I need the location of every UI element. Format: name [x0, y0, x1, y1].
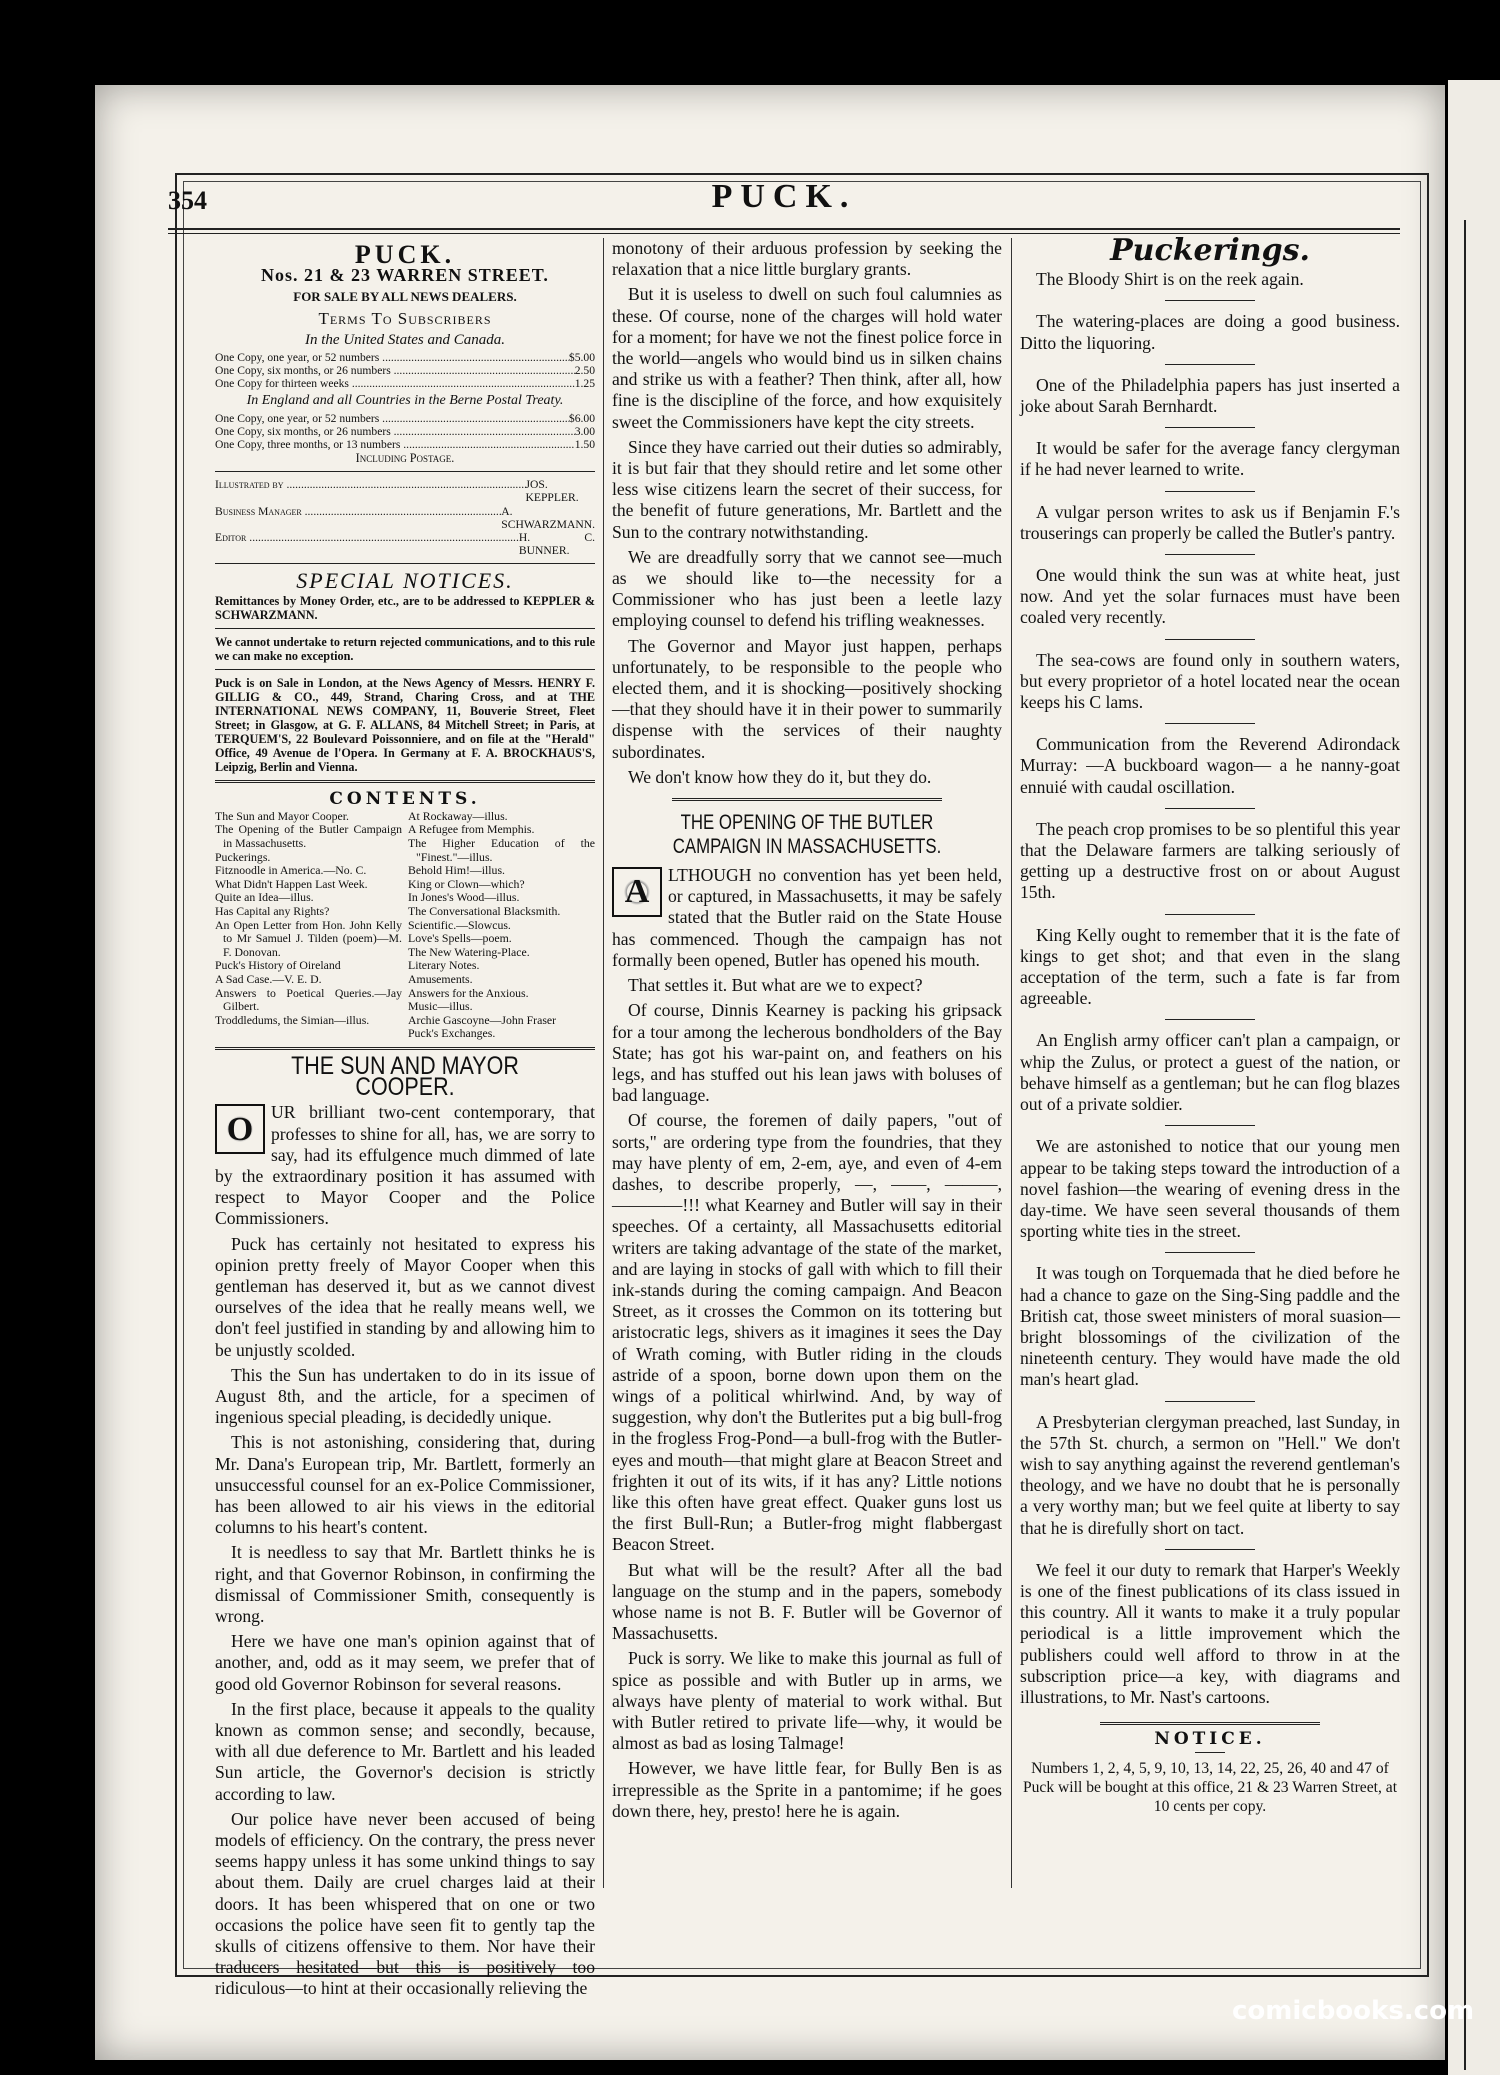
contents-item: The Higher Education of the "Finest."—illus. [408, 836, 595, 864]
rate-row [215, 364, 595, 377]
special-notices-heading: SPECIAL NOTICES. [296, 568, 514, 594]
rate-label: One Copy, three months, or 13 numbers ..... [215, 438, 575, 451]
paragraph: But what will be the result? After all the bad language on the stump and in the papers, somebody whose name is not B. F. Butler will be Governor of Massachusetts. [612, 1559, 1002, 1644]
rate-label: One Copy, one year, or 52 numbers ..... [215, 351, 569, 364]
column-rule [603, 238, 604, 1888]
paragraph: But it is useless to dwell on such foul calumnies as these. Of course, none of the charges will hold water for a moment; for have we not the finest police force in the world—angels who would bind us in silken chains and strike us with a feather? Then think, after all, how fine is the discipline of the force, and how exquisitely sweet the Commissioners have kept the city streets. [612, 284, 1002, 432]
puckerings-heading: Puckerings. [1110, 233, 1310, 268]
paragraph: Since they have carried out their duties so admirably, it is but fair that they should retire and let some other less wise citizens learn the secret of their success, for the benefit of future generations, Mr. Bartlett and the Sun to the contrary notwithstanding. [612, 436, 1002, 542]
rate-price: 1.25 [574, 377, 595, 391]
watermark: comicbooks.com [1232, 1996, 1475, 2026]
rate-price: 1.50 [574, 438, 595, 452]
column-3 [1020, 233, 1400, 1820]
berne-heading: In England and all Countries in the Berne Postal Treaty. [246, 393, 564, 409]
contents-item: Troddledums, the Simian—illus. [215, 1012, 370, 1027]
page-header [168, 178, 1400, 224]
contents-item: The New Watering-Place. [408, 944, 530, 959]
puckering-item: Communication from the Reverend Adirondack Murray: —A buckboard wagon— a he nanny-goat ennuié with caudal oscillation. [1020, 734, 1400, 797]
contents-item: Puck's Exchanges. [408, 1026, 496, 1041]
paragraph: UR brilliant two-cent contemporary, that professes to shine for all, has, we are sorry to say, had its effulgence much dimmed of late by the extraordinary position it has assumed with respect to Mayor Cooper and the Police Commissioners. [215, 1102, 595, 1229]
rate-label: One Copy, one year, or 52 numbers ..... [215, 412, 569, 425]
staff-role: Business Manager ..... [215, 505, 501, 531]
staff-name: JOS. KEPPLER. [525, 478, 579, 505]
puckering-item: It would be safer for the average fancy clergyman if he had never learned to write. [1020, 438, 1400, 480]
adjacent-page-edge [1448, 80, 1500, 2075]
staff-name: H. C. BUNNER. [518, 531, 595, 558]
contents-item: Behold Him!—illus. [408, 863, 505, 878]
rate-row [215, 425, 595, 438]
puckering-item: The peach crop promises to be so plentiful this year that the Delaware farmers are talking seriously of getting up a destructive frost on or about August 15th. [1020, 818, 1400, 903]
postage-note: Including Postage. [355, 451, 455, 466]
puckering-item: One would think the sun was at white heat, just now. And yet the solar furnaces must have been coaled very recently. [1020, 565, 1400, 628]
puckering-item: A Presbyterian clergyman preached, last Sunday, in the 57th St. church, a sermon on "Hell." We don't wish to say anything against the reverend gentleman's theology, and we have no doubt that he is personally a very worthy man; but we feel quite at liberty to say that he is direfully short on tact. [1020, 1411, 1400, 1538]
article-title-sun: THE SUN AND MAYOR COOPER. [291, 1051, 519, 1102]
notice-remittances: Remittances by Money Order, etc., are to be addressed to KEPPLER & SCHWARZMANN. [215, 593, 595, 622]
rate-price: $6.00 [568, 411, 595, 425]
divider [1165, 1019, 1255, 1020]
contents-item: Puckerings. [215, 849, 271, 864]
article-sun-body [215, 1102, 595, 1999]
contents-heading: CONTENTS. [329, 788, 481, 809]
rate-label: One Copy for thirteen weeks ..... [215, 377, 575, 390]
rate-price: 2.50 [574, 364, 595, 378]
rate-row [215, 351, 595, 364]
puckering-item: It was tough on Torquemada that he died before he had a chance to gaze on the Sing-Sing paddle and the British cat, those sweet ministers of moral suasion—bright blossomings of the civilization of the nineteenth century. They would have made the old man's heart glad. [1020, 1263, 1400, 1390]
contents-item: Quite an Idea—illus. [215, 890, 314, 905]
drop-cap: A [612, 867, 662, 917]
rate-label: One Copy, six months, or 26 numbers ..... [215, 364, 575, 377]
staff-row [215, 505, 595, 531]
divider [1165, 1252, 1255, 1253]
contents-item: Amusements. [408, 971, 473, 986]
article-sun-continued [612, 238, 1002, 788]
divider [1165, 1125, 1255, 1126]
paragraph: This is not astonishing, considering that, during Mr. Dana's European trip, Mr. Bartlett, formerly an unsuccessful counsel for an ex-Police Commissioner, has been allowed to air his views in the editorial columns to his heart's content. [215, 1432, 595, 1538]
rate-row [215, 412, 595, 425]
divider [1165, 808, 1255, 809]
notice-sale-abroad: Puck is on Sale in London, at the News Agency of Messrs. HENRY F. GILLIG & CO., 449, Strand, Charing Cross, and at THE INTERNATIONAL NEWS COMPANY, 11, Bouverie Street, Fleet Street; in Glasgow, at G. F. ALLANS, 84 Mitchell Street; in Paris, at TERQUEM'S, 22 Boulevard Poissonniere, and on file at the "Herald" Office, 49 Avenue de l'Opera. In Germany at F. A. BROCKHAUS'S, Leipzig, Berlin and Vienna. [215, 675, 595, 774]
rate-price: $5.00 [568, 350, 595, 364]
notice-heading: NOTICE. [1154, 1729, 1266, 1750]
staff-role: Illustrated by ..... [215, 478, 526, 504]
staff-row [215, 478, 595, 504]
divider [1165, 639, 1255, 640]
paragraph: LTHOUGH no convention has yet been held, or captured, in Massachusetts, it may be safely stated that the Butler raid on the State House has commenced. Though the campaign has not formally been opened, Butler has opened his mouth. [612, 865, 1002, 970]
paragraph: monotony of their arduous profession by seeking the relaxation that a nice little burglary grants. [612, 238, 1002, 280]
paragraph: That settles it. But what are we to expect? [628, 975, 923, 996]
scan-border [0, 0, 95, 2075]
rates-berne [215, 412, 595, 452]
contents-item: Music—illus. [408, 999, 473, 1014]
paragraph: The Governor and Mayor just happen, perhaps unfortunately, to be responsible to the people who elected them, and it is shocking—positively shocking—that they should have it in their power to summarily dispense with the services of their naughty subordinates. [612, 635, 1002, 762]
puckerings-list [1020, 269, 1400, 1708]
paragraph: This the Sun has undertaken to do in its issue of August 8th, and the article, for a specimen of ingenious special pleading, is decidedly unique. [215, 1364, 595, 1428]
contents-item: Fitznoodle in America.—No. C. [215, 863, 367, 878]
paragraph: Puck is sorry. We like to make this journal as full of spice as possible and with Butler up in arms, we always have plenty of material to work withal. But with Butler retired to private life—why, it would be almost as bad as losing Talmage! [612, 1648, 1002, 1754]
divider [1165, 554, 1255, 555]
contents-item: At Rockaway—illus. [408, 808, 508, 823]
puckering-item: An English army officer can't plan a campaign, or whip the Zulus, or protect a guest of the nation, or behave himself as a gentleman; but he can flog blazes out of a private soldier. [1020, 1030, 1400, 1115]
paragraph: Of course, Dinnis Kearney is packing his gripsack for a tour among the lecherous bondholders of the Bay State; has got his war-paint on, and feathers on his legs, and has stuffed out his lean jaws with boluses of bad language. [612, 1000, 1002, 1106]
staff-role: Editor ..... [215, 531, 519, 557]
contents-item: Answers to Poetical Queries.—Jay Gilbert. [215, 985, 402, 1014]
paragraph: In the first place, because it appeals to the quality known as common sense; and secondly, because, with all due deference to Mr. Bartlett and his leaded Sun article, the Governor's decision is strictly according to law. [215, 1698, 595, 1804]
staff-name: A. SCHWARZMANN. [501, 504, 595, 531]
for-sale-line: FOR SALE BY ALL NEWS DEALERS. [293, 289, 517, 305]
contents-item: Love's Spells—poem. [408, 931, 512, 946]
rate-price: 3.00 [574, 424, 595, 438]
staff-row [215, 531, 595, 557]
puckering-item: The Bloody Shirt is on the reek again. [1036, 269, 1304, 290]
us-canada-heading: In the United States and Canada. [305, 331, 505, 348]
puckering-item: We feel it our duty to remark that Harper's Weekly is one of the finest publications of its class issued in this country. All it wants to make it a truly popular periodical is a little improvement which the publishers could well afford to throw in at the subscription price—a key, with diagrams and illustrations, to Mr. Nast's cartoons. [1020, 1559, 1400, 1707]
puckering-item: One of the Philadelphia papers has just inserted a joke about Sarah Bernhardt. [1020, 374, 1400, 417]
contents-item: The Conversational Blacksmith. [408, 904, 561, 919]
contents-item: In Jones's Wood—illus. [408, 890, 520, 905]
terms-title: Terms To Subscribers [318, 309, 492, 329]
contents-item: Puck's History of Oireland [215, 958, 341, 973]
rate-row [215, 377, 595, 390]
drop-cap: O [215, 1104, 265, 1154]
contents-item: A Refugee from Memphis. [408, 822, 535, 837]
notice-text: Numbers 1, 2, 4, 5, 9, 10, 13, 14, 22, 25, 26, 40 and 47 of Puck will be bought at this office, 21 & 23 Warren Street, at 10 cents per copy. [1022, 1760, 1398, 1816]
notice-rejected: We cannot undertake to return rejected communications, and to this rule we can make no exception. [215, 634, 595, 663]
contents-item: Scientific.—Slowcus. [408, 917, 511, 932]
divider [1165, 427, 1255, 428]
rates-us [215, 351, 595, 391]
puckering-item: We are astonished to notice that our young men appear to be taking steps toward the introduction of a novel fashion—the wearing of evening dress in the day-time. We have seen several thousands of them sporting white ties in the street. [1020, 1136, 1400, 1242]
contents-item: An Open Letter from Hon. John Kelly to Mr Samuel J. Tilden (poem)—M. F. Donovan. [215, 917, 402, 959]
puckering-item: A vulgar person writes to ask us if Benjamin F.'s trouserings can properly be called the Butler's pantry. [1020, 501, 1400, 543]
contents-item: Answers for the Anxious. [408, 985, 529, 1000]
staff-list [215, 478, 595, 557]
column-rule [1011, 238, 1012, 1888]
divider [1165, 300, 1255, 301]
paragraph: Of course, the foremen of daily papers, "out of sorts," are ordering type from the foundries, that they may have plenty of em, 2-em, aye, and even of 4-em dashes, to describe properly, —, ——, ———, ————!!! what Kearney and Butler will say in their speeches. Of a certainty, all Massachusetts editorial writers are taking advantage of the state of the market, and are laying in stocks of gall with which to fill their ink-stands during the coming campaign. And Beacon Street, as it crosses the Common on its tottering but aristocratic legs, shivers as it imagines it sees the Day of Wrath coming, with Butler riding in the clouds astride of a spoon, borne down upon them on the wings of a political whirlwind. And, by way of suggestion, why don't the Butlerites put a big bull-frog in the frogless Frog-Pond—a bull-frog with the Butler-eyes and mouth—that might glare at Beacon Street and frighten it out of its wits, if it has any? Little notions like this often have great effect. Quaker guns lost us the first Bull-Run; a Butler-frog might flabbergast Beacon Street. [612, 1110, 1002, 1555]
contents-item: Has Capital any Rights? [215, 904, 330, 919]
divider [1165, 723, 1255, 724]
rate-row [215, 438, 595, 451]
page-number: 354 [168, 186, 207, 215]
masthead: PUCK. [711, 178, 857, 215]
contents-item: A Sad Case.—V. E. D. [215, 971, 322, 986]
column-2 [612, 238, 1002, 1826]
article-butler-body [612, 865, 1002, 1822]
puckering-item: King Kelly ought to remember that it is the fate of kings to get shot; and that even in the slang acceptation of the term, such a fate is far from agreeable. [1020, 924, 1400, 1009]
contents-item: Literary Notes. [408, 958, 480, 973]
article-title-butler: THE OPENING OF THE BUTLER CAMPAIGN IN MASSACHUSETTS. [672, 811, 942, 859]
puck-title: PUCK. [354, 240, 456, 269]
contents-item: Archie Gascoyne—John Fraser [408, 1012, 557, 1027]
contents-item: King or Clown—which? [408, 876, 525, 891]
paragraph: Our police have never been accused of being models of efficiency. On the contrary, the press never seems happy unless it has some unkind things to say about them. Daily are cruel charges laid at their doors. It has been whispered that on one or two occasions the police have seen fit to gently tap the skulls of citizens offensive to them. Nor have their traducers hesitated—but this is positively too ridiculous—to hint at their occasionally relieving the [215, 1808, 595, 1999]
divider [1165, 1401, 1255, 1402]
contents-item: What Didn't Happen Last Week. [215, 876, 368, 891]
column-1 [215, 238, 595, 2004]
puckering-item: The sea-cows are found only in southern waters, but every proprietor of a hotel located near the ocean keeps his C lams. [1020, 649, 1400, 713]
paragraph: We don't know how they do it, but they do. [628, 766, 932, 787]
paragraph: Here we have one man's opinion against that of another, and, odd as it may seem, we prefer that of good old Governor Robinson for several reasons. [215, 1631, 595, 1694]
puckering-item: The watering-places are doing a good business. Ditto the liquoring. [1020, 311, 1400, 353]
rate-label: One Copy, six months, or 26 numbers ..... [215, 425, 575, 438]
divider [1165, 491, 1255, 492]
divider [1165, 914, 1255, 915]
divider [1165, 1549, 1255, 1550]
address: Nos. 21 & 23 WARREN STREET. [261, 265, 549, 286]
paragraph: However, we have little fear, for Bully Ben is as irrepressible as the Sprite in a pantomime; if he goes down there, hey, presto! here he is again. [612, 1758, 1002, 1821]
contents-item: The Sun and Mayor Cooper. [215, 808, 350, 823]
paragraph: It is needless to say that Mr. Bartlett thinks he is right, and that Governor Robinson, in confirming the dismissal of Commissioner Smith, consequently is wrong. [215, 1542, 595, 1627]
contents-list [215, 810, 595, 1041]
paragraph: We are dreadfully sorry that we cannot see—much as we should like to—the necessity for a Commissioner who has just been a leetle lazy employing counsel to defend his trifling weaknesses. [612, 546, 1002, 631]
divider [1165, 364, 1255, 365]
contents-item: The Opening of the Butler Campaign in Massachusetts. [215, 822, 402, 851]
paragraph: Puck has certainly not hesitated to express his opinion pretty freely of Mayor Cooper when this gentleman has deserved it, but as we cannot divest ourselves of the idea that he really means well, we don't feel justified in standing by and allowing him to be unjustly scolded. [215, 1233, 595, 1360]
